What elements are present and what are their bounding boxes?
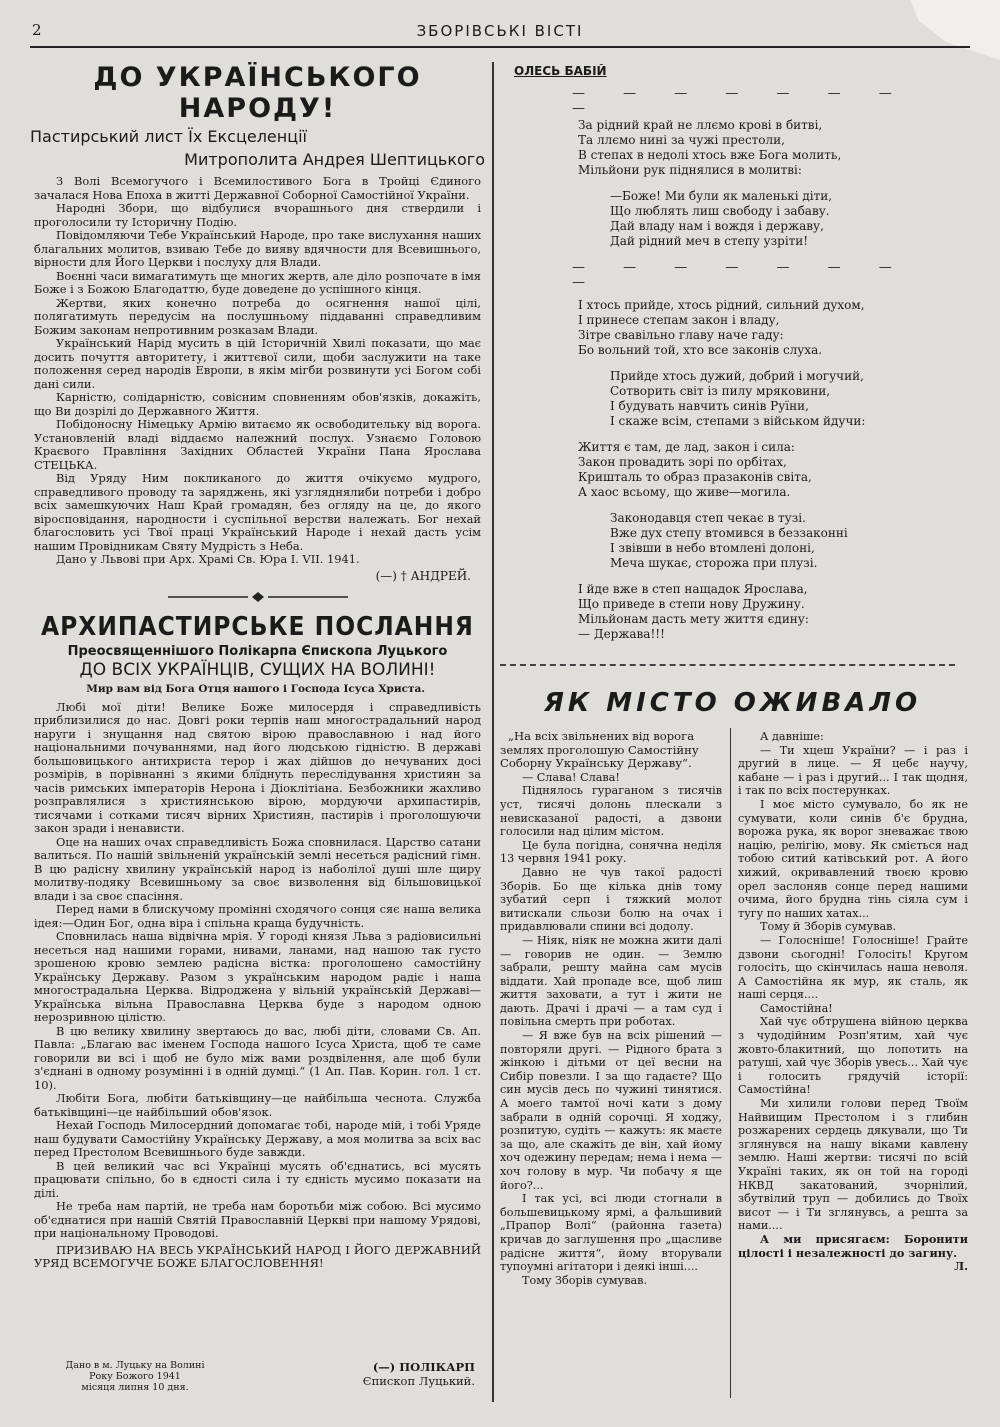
poem-line: І йде вже в степ нащадок Ярослава, (578, 582, 808, 596)
story-paragraph: І так усі, всі люди стогнали в большевицькому ярмі, а фальшивий „Прапор Волі“ (районна газета) кричав до заглушення про „щасливе радісне життя“, йому вторували тупоумні агітатори і деякі інші.... (500, 1192, 722, 1274)
epistle-body (30, 701, 485, 1271)
appeal-paragraph: Побідоносну Німецьку Армію витаємо як освободительку від ворога. Установленій владі віддаємо належний послух. Узнаємо Головою Краєвого Правління Західних Областей України Пана Ярослава СТЕЦЬКА. (34, 417, 481, 472)
appeal-paragraph: Український Нарід мусить в цій Історичній Хвилі показати, що має досить почуття авторитету, і життєвої сили, щоби заслужити на таке положення серед народів Европи, в якім мігби розвинути усі Богом собі дані сили. (34, 336, 481, 391)
poem-line: Сотворить світ із пилу мряковини, (610, 384, 831, 398)
poem-line: — Держава!!! (578, 627, 665, 641)
appeal-subtitle-2: Митрополита Андрея Шептицького (184, 150, 485, 169)
story-title: ЯК МІСТО ОЖИВАЛО (543, 688, 922, 718)
epistle-paragraph: Нехай Господь Милосердний допомагає тобі, народе мій, і тобі Уряде наш будувати Самостійну Українську Державу, а моя молитва за всіх вас перед Престолом Всевишнього буде завжди. (34, 1118, 481, 1159)
poem-line: Що люблять лиш свободу і забаву. (610, 204, 830, 218)
signature-name: (—) ПОЛІКАРП (372, 1360, 475, 1374)
poem-line: Мільйонам дасть мету життя єдину: (578, 612, 809, 626)
epistle-paragraph: В цей великий час всі Українці мусять об'єднатись, всі мусять працювати спільно, бо в єдності сила і ту єдність мусимо показати на ділі. (34, 1158, 481, 1200)
story-paragraph: Піднялось гураганом з тисячів уст, тисячі долонь плескали з невисказаної радості, а дзвони голосили над цілим містом. (500, 784, 722, 839)
appeal-date: Дано у Львові при Арх. Храмі Св. Юра I. VII. 1941. (56, 552, 360, 566)
story-paragraph: Самостійна! (760, 1001, 833, 1015)
poem-line: Вже дух степу втомився в беззаконні (610, 526, 848, 540)
poem-body (512, 118, 952, 642)
story-paragraph: — Ніяк, ніяк не можна жити далі — говорив не один. — Землю забрали, решту майна сам мусів віддати. Хай пропаде все, щоб лиш життя заховати, а тут і жити не дають. Драчі і драчі — а там суд і повільна смерть при роботах. (500, 933, 722, 1029)
epistle-signature (260, 1360, 475, 1388)
appeal-paragraph: Карністю, солідарністю, совісним сповненням обов'язків, докажіть, що Ви дозрілі до Державного Життя. (34, 390, 481, 418)
poem-line: І скаже всім, степами з військом йдучи: (610, 414, 866, 428)
poem-line: Що приведе в степи нову Дружину. (578, 597, 805, 611)
poem-stanza (578, 582, 952, 642)
poem-line: Мільйони рук піднялися в молитві: (578, 163, 802, 177)
appeal-paragraph: Повідомляючи Тебе Український Народе, про таке вислухання наших благальних молитов, взиваю Тебе до вияву вдячности для Всевишнього, вірности для Його Церкви і послуху для Влади. (34, 228, 481, 269)
page-number: 2 (32, 21, 42, 39)
ornament-divider (30, 588, 485, 607)
left-column (30, 62, 485, 1402)
epistle-paragraph: Сповнилась наша відвічна мрія. У городі князя Льва з радіовисильні несеться над нашими горами, нивами, ланами, над нашою так густо зрошеною кровю землею радісна вістка: проголошено самостійну Українську Державу. Разом з українським народом радіє і наша многострадальна Церква. Відроджена у вільній українській Державі—Українська вільна Православна Церква буде з народом одною нерозривною цілістю. (34, 929, 481, 1024)
story-paragraph: Це була погідна, сонячна неділя 13 червня 1941 року. (500, 838, 722, 866)
story-column-rule (730, 728, 731, 1398)
poem-line: Закон провадить зорі по орбітах, (578, 455, 787, 469)
story-paragraph: „На всіх звільнених від ворога землях проголошую Самостійну Соборну Українську Державу“. (500, 730, 699, 771)
poem-stanza (578, 298, 952, 358)
poem-line: Законодавця степ чекає в тузі. (610, 511, 806, 525)
story-paragraph: — Ти хцеш України? — і раз і другий в лице. — Я цебє научу, кабане — і раз і другий... І так щодня, і так по всіх постерунках. (738, 743, 968, 798)
poem-line: Дай владу нам і вождя і державу, (610, 219, 824, 233)
poem-line: І звівши в небо втомлені долоні, (610, 541, 815, 555)
poem-line: Та ллємо нині за чужі престоли, (578, 133, 785, 147)
epistle-subtitle-1: Преосвященнішого Полікарпа Єпископа Луцького (67, 643, 448, 659)
poem-line: Дай рідний меч в степу узріти! (610, 234, 809, 248)
story-paragraph: Ми хилили голови перед Твоїм Найвищим Престолом і з глибин розжарених сердець дякували, що Ти зглянувся на нашу віками кавлену землю. Наші жертви: тисячі по всій Україні таких, як он той на городі НКВД закатований, зчорнілий, збутвілий труп — добились до Твоїх висот — і Ти зглянувсь, а решта за нами.... (738, 1097, 968, 1233)
poem-line: За рідний край не ллємо крові в битві, (578, 118, 823, 132)
running-head (30, 20, 970, 48)
appeal-title: ДО УКРАЇНСЬКОГО НАРОДУ! (93, 62, 422, 124)
poem-line: Кришталь то образ празаконів світа, (578, 470, 812, 484)
story-paragraph: Давно не чув такої радості Зборів. Бо ще кілька днів тому зубатий серп і тяжкий молот витискали сльози болю на очах і придавлювали спини всі додолу. (500, 865, 722, 934)
story-paragraph: А ми присягаєм: Боронити цілості і незалежності до загину. (738, 1231, 968, 1260)
appeal-paragraph: Жертви, яких конечно потреба до осягнення нашої цілі, полягатимуть передусім на послушньому піддаванні справедливим Божим законам непротивним розказам Влади. (34, 295, 481, 337)
poem-stanza (578, 369, 952, 429)
story-paragraph: Тому Зборів сумував. (522, 1273, 648, 1287)
dateline-line: місяця липня 10 дня. (81, 1382, 189, 1393)
poem-line: Бо вольний той, хто все законів слуха. (578, 343, 823, 357)
story-paragraph: І моє місто сумувало, бо як не сумувати, коли синів б'є брудна, ворожа рука, як ворог зневажає твою націю, релігію, мову. Як сміється над тобою ситий катівський рот. А його хижий, окривавлений твоєю кровю орел заслоняв сонце перед нашими очима, його брудна тінь сіяла сум і тугу по наших хатах... (738, 797, 968, 920)
poem-line: Зітре свавільно главу наче гаду: (578, 328, 784, 342)
poem-line: Прийде хтось дужий, добрий і могучий, (610, 369, 864, 383)
dateline-line: Дано в м. Луцьку на Волині (65, 1360, 205, 1371)
poem-line: Меча шукає, сторожа при плузі. (610, 556, 818, 570)
epistle-closing: ПРИЗИВАЮ НА ВЕСЬ УКРАЇНСЬКИЙ НАРОД І ЙОГО ДЕРЖАВНИЙ УРЯД ВСЕМОГУЧЕ БОЖЕ БЛАГОСЛОВЕННЯ! (34, 1242, 481, 1270)
epistle-subtitle-2: ДО ВСІХ УКРАЇНЦІВ, СУЩИХ НА ВОЛИНІ! (79, 659, 436, 680)
epistle-greeting: Мир вам від Бога Отця нашого і Господа Ісуса Христа. (86, 682, 425, 695)
appeal-subtitle-1: Пастирський лист Їх Ексцеленції (30, 127, 307, 146)
dateline-line: Року Божого 1941 (89, 1371, 181, 1382)
story-column-1 (500, 730, 722, 1400)
poem-stanza (578, 189, 952, 249)
epistle-paragraph: Оце на наших очах справедливість Божа сповнилася. Царство сатани валиться. По нашій звільненій українській землі несеться радісний гімн. В цю радісну хвилину українській народ із наболілої душі шле щиру молитву-подяку Всевишньому за своє визволення від більшовицької влади і за своє спасіння. (34, 834, 481, 903)
ornament-line-icon (168, 591, 348, 603)
column-rule-vertical (492, 62, 494, 1402)
newspaper-title: ЗБОРІВСЬКІ ВІСТІ (416, 22, 584, 40)
poem-line: І хтось прийде, хтось рідний, сильний духом, (578, 298, 865, 312)
poem-line: В степах в недолі хтось вже Бога молить, (578, 148, 842, 162)
appeal-signature: (—) † АНДРЕЙ. (375, 568, 471, 583)
poem-stanza (578, 440, 952, 500)
poem-line: А хаос всьому, що живе—могила. (578, 485, 791, 499)
appeal-paragraph: З Волі Всемогучого і Всемилостивого Бога в Тройці Єдиного зачалася Нова Епоха в житті Державної Соборної Самостійної України. (34, 174, 481, 202)
poem-line: І будувать навчить синів Руїни, (610, 399, 809, 413)
story-paragraph: А давніше: (760, 730, 824, 743)
poem-line: —Боже! Ми були як маленькі діти, (610, 189, 833, 203)
rule-under-poem (500, 664, 955, 666)
story-paragraph: — Голосніше! Голосніше! Грайте дзвони сьогодні! Голосіть! Кругом голосіть, що скінчилась наша неволя. А Самостійна як мур, як сталь, як наші серця.... (738, 933, 968, 1002)
poem-section (512, 64, 952, 659)
story-signature: Л. (954, 1259, 968, 1274)
poem-author: ОЛЕСЬ БАБІЙ (514, 64, 607, 78)
poem-dashes-mid: — — — — — — — — (572, 260, 909, 290)
epistle-paragraph: Любі мої діти! Велике Боже милосердя і справедливість приблизилися до нас. Довгі роки терпів наш многострадальний народ наруги і знущання над святою вірою православною і над його національними почуваннями, над його людською гідністю. В державі большовицького антихриста терор і жах дійшов до нечуваних досі розмірів, в порівнанні з якими блїднуть переслідування християн за часів римських імператорів Нерона і Діоклітіана. Безбожники жахливо розправлялися з християнською вірою, мордуючи архипастирів, тисячами і сотками тисяч вірних Християн, пастирів і проголошуючи закон зради і ненависти. (34, 699, 481, 835)
poem-line: І принесе степам закон і владу, (578, 313, 780, 327)
appeal-paragraph: Народні Збори, що відбулися вчорашнього дня ствердили і проголосили ту Історичну Подію. (34, 201, 481, 229)
poem-dashes-top: — — — — — — — — (572, 86, 909, 116)
story-paragraph: — Слава! Слава! (522, 770, 620, 784)
epistle-paragraph: Не треба нам партій, не треба нам боротьби між собою. Всі мусимо об'єднатися при нашій Святій Православній Церкві при нашому Урядові, при національному Проводові. (34, 1199, 481, 1240)
story-paragraph: — Я вже був на всіх рішений — повторяли другі. — Рідного брата з жінкою і дітьми от цеї весни на Сибір повезли. І за що гадаєте? Що син мусів десь по чужині тинятися. А моего тамтої ночі кати з дому забрали в одній сорочці. Я ходжу, розпитую, судіть — кажуть: як маєте за що, але скажіть де він, хай йому хоч одежину передам; нема і нема — хоч голову в мур. Чи побачу я ще його?... (500, 1029, 722, 1192)
story-paragraph: Тому й Зборів сумував. (760, 920, 897, 934)
poem-stanza (578, 511, 952, 571)
epistle-dateline (40, 1360, 230, 1393)
story-column-2 (738, 730, 968, 1400)
epistle-title: АРХИПАСТИРСЬКЕ ПОСЛАННЯ (41, 611, 474, 642)
appeal-body (30, 175, 485, 583)
signature-title: Єпископ Луцький. (362, 1374, 475, 1388)
story-paragraph: Хай чує обтрушена війною церква з чудодійним Розп'ятим, хай чує жовто-блакитний, що лопотить на ратуші, хай чує Зборів увесь... Хай чує і голосить грядучій історії: Самостійна! (738, 1015, 968, 1097)
epistle-paragraph: Перед нами в блискучому промінні сходячого сонця сяє наша велика ідея:—Один Бог, одна віра і спільна краща будучність. (34, 902, 481, 930)
appeal-paragraph: Від Уряду Ним покликаного до життя очікуємо мудрого, справедливого проводу та заряджень, які узгляднялиби потреби і добро всіх замешкуючих Наш Край громадян, без огляду на це, до якого віросповідання, народности і суспільної верстви належать. Бог нехай благословить усі Твої праці Український Народе і нехай дасть усім нашим Провідникам Святу Мудрість з Неба. (34, 471, 481, 553)
epistle-paragraph: В цю велику хвилину звертаюсь до вас, любі діти, словами Св. Ап. Павла: „Благаю вас іменем Господа нашого Ісуса Христа, щоб те саме говорили ви всі і щоб не було між вами роздвілення, але щоб були з'єднані в одному розумінні і в одній думці.“ (1 Ап. Пав. Корин. гол. 1 ст. 10). (34, 1023, 481, 1092)
epistle-paragraph: Любіти Бога, любіти батьківщину—це найбільша чеснота. Служба батьківщині—це найбільший обов'язок. (34, 1091, 481, 1119)
poem-stanza (578, 118, 952, 178)
appeal-paragraph: Воєнні часи вимагатимуть ще многих жертв, але діло розпочате в імя Боже і з Божою Благодаттю, буде доведене до успішного кінця. (34, 268, 481, 296)
poem-line: Життя є там, де лад, закон і сила: (578, 440, 795, 454)
